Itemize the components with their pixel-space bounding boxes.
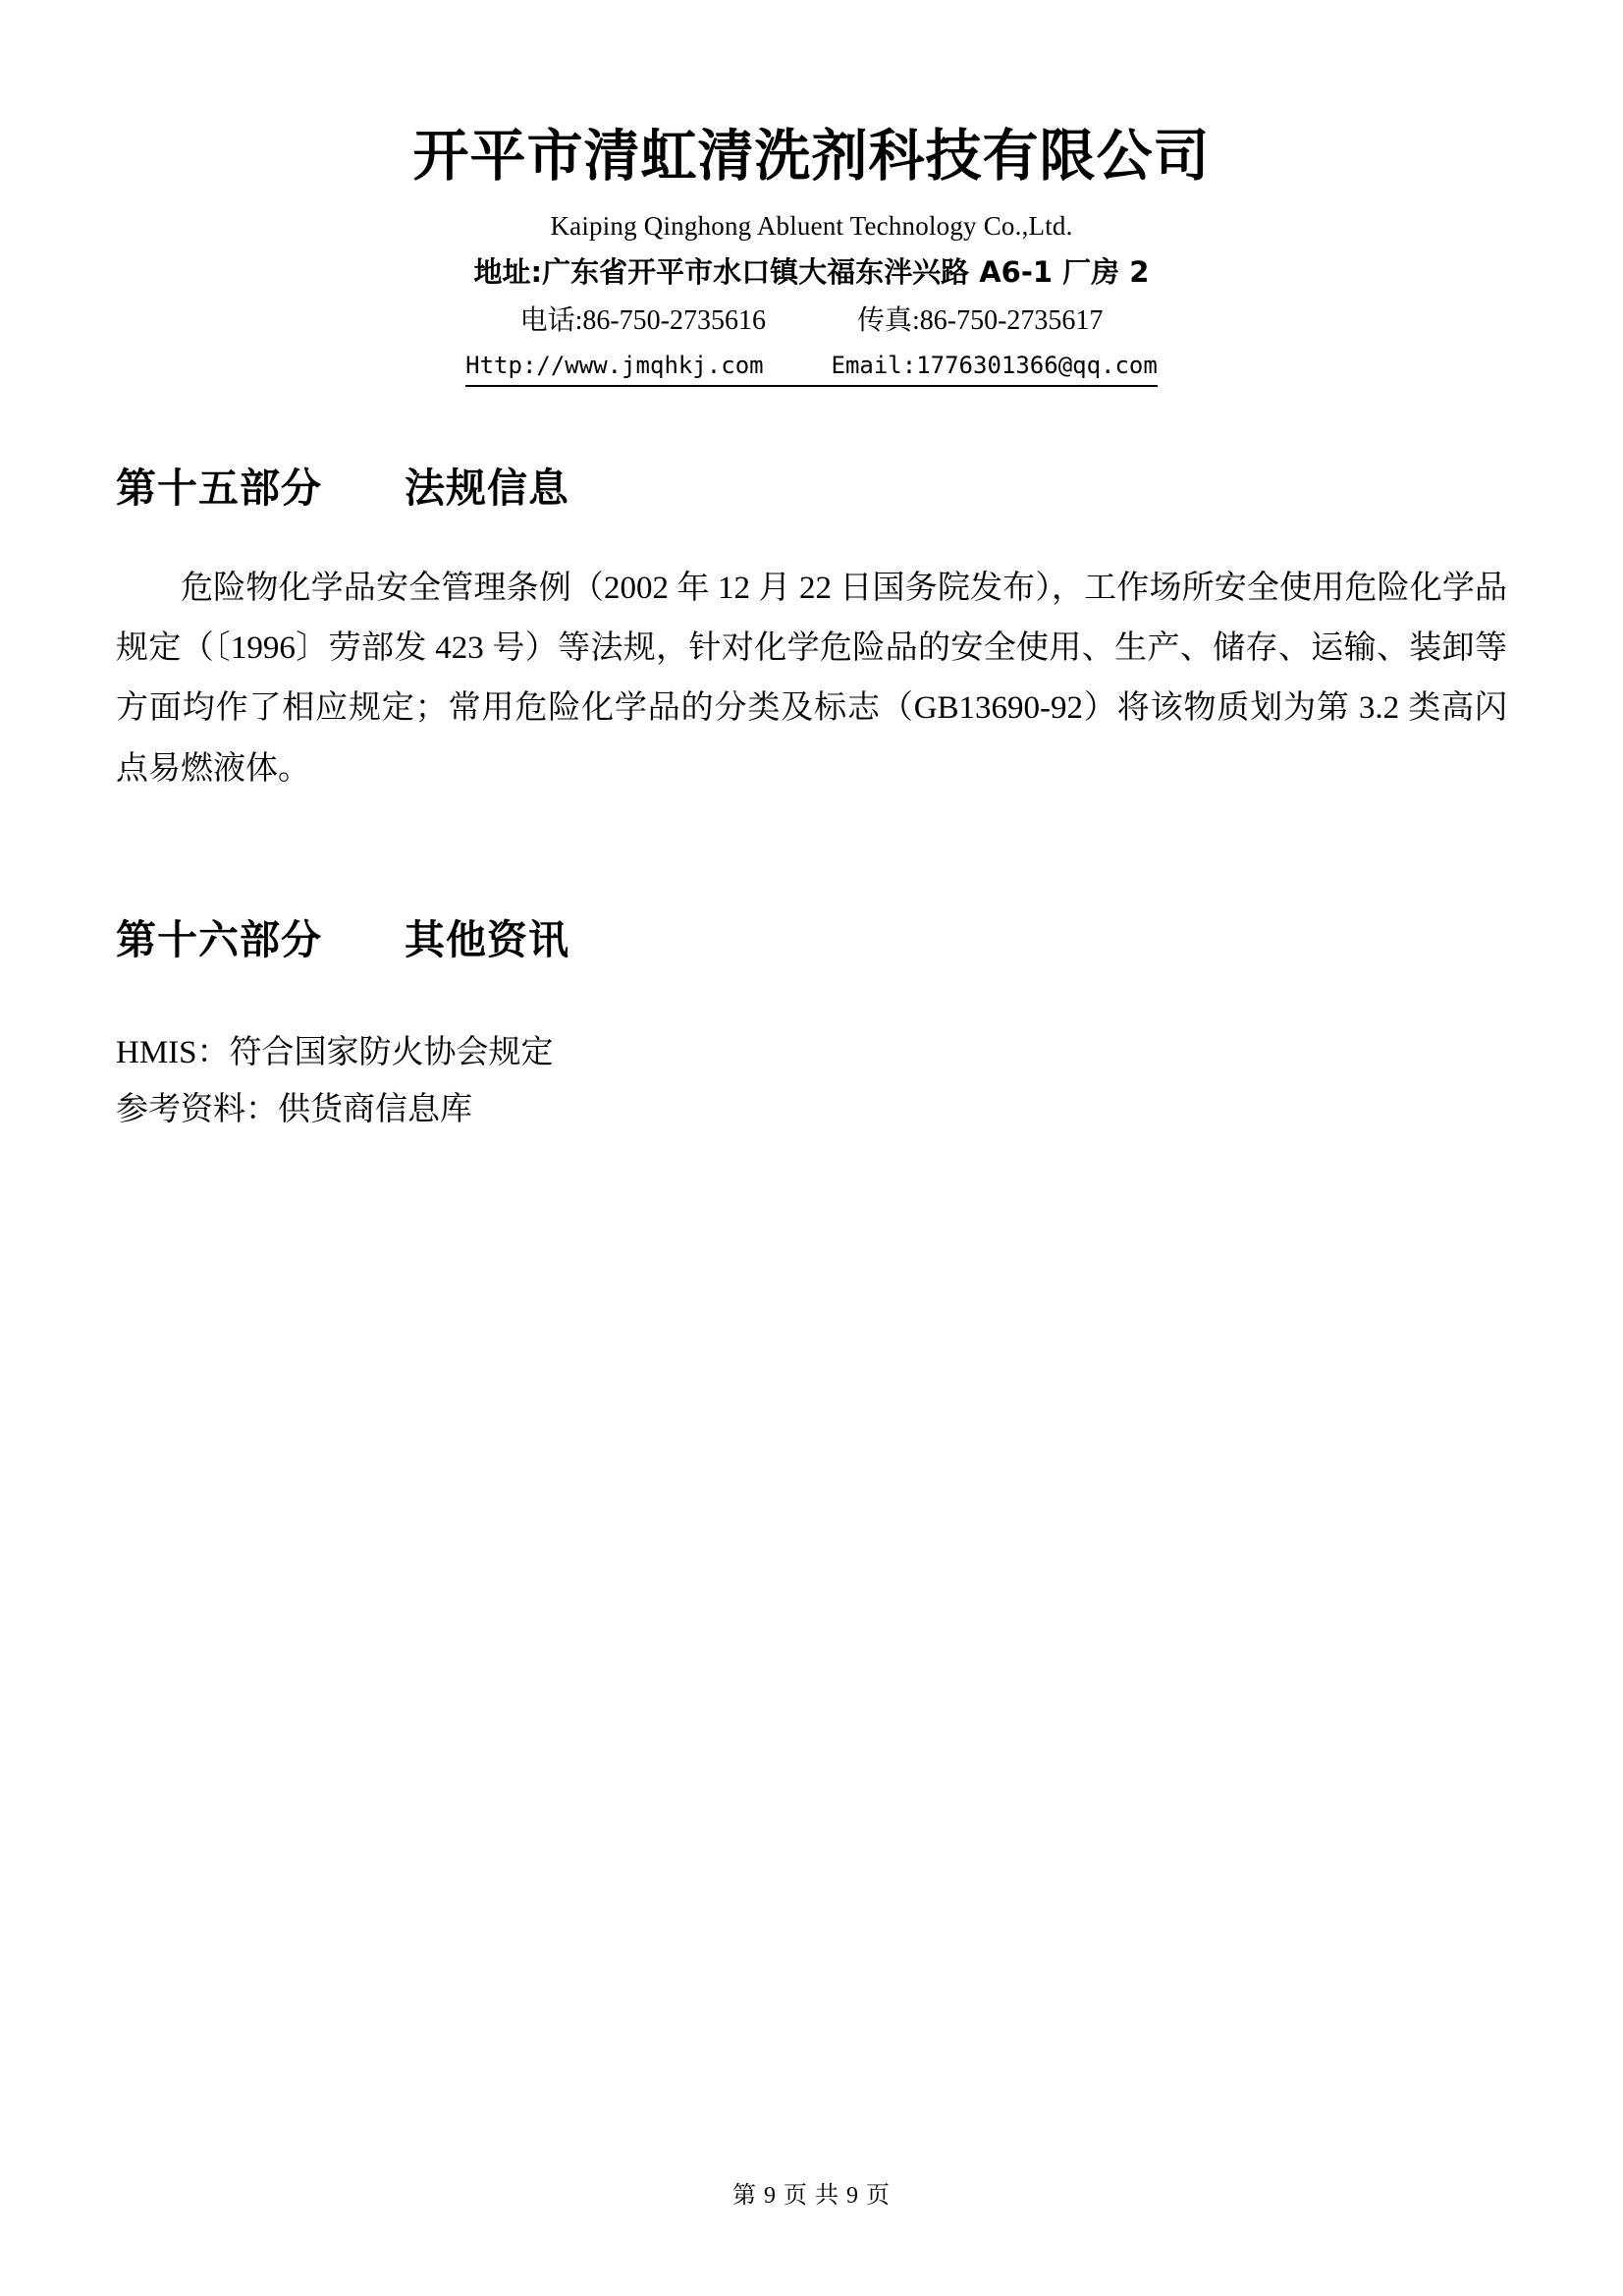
section-15-number: 第十五部分 bbox=[116, 465, 322, 513]
page-footer: 第 9 页 共 9 页 bbox=[732, 2183, 891, 2209]
section-16-line-hmis: HMIS：符合国家防火协会规定 bbox=[116, 1034, 554, 1070]
company-weblinks bbox=[465, 348, 1158, 387]
company-name-en: Kaiping Qinghong Abluent Technology Co.,Ltd. bbox=[550, 210, 1073, 241]
section-15-paragraph: 危险物化学品安全管理条例（2002 年 12 月 22 日国务院发布），工作场所安全使用危险化学品规定（〔1996〕劳部发 423 号）等法规，针对化学危险品的安全使用、生产、储存、运输、装卸等方面均作了相应规定；常用危险化学品的分类及标志（GB13690-92）将该物质划为第 3.2 类高闪点易燃液体。 bbox=[116, 571, 1507, 787]
company-weblinks-wrapper bbox=[0, 342, 1623, 387]
section-heading-15 bbox=[116, 456, 1507, 514]
company-name-cn: 开平市清虹清洗剂科技有限公司 bbox=[412, 124, 1211, 189]
letterhead bbox=[0, 0, 1623, 387]
company-email-link[interactable]: Email:1776301366@qq.com bbox=[831, 352, 1158, 380]
section-15-title: 法规信息 bbox=[405, 465, 569, 513]
company-fax: 传真:86-750-2735617 bbox=[857, 305, 1104, 337]
company-address: 地址:广东省开平市水口镇大福东泮兴路 A6-1 厂房 2 bbox=[473, 255, 1150, 290]
section-heading-16 bbox=[116, 907, 1507, 965]
company-website-link[interactable]: Http://www.jmqhkj.com bbox=[465, 352, 764, 380]
section-16-title: 其他资讯 bbox=[405, 915, 569, 963]
document-body bbox=[0, 456, 1623, 1139]
company-telephone: 电话:86-750-2735616 bbox=[519, 305, 766, 337]
company-contact bbox=[0, 301, 1623, 342]
section-16-line-reference: 参考资料：供货商信息库 bbox=[116, 1092, 472, 1128]
section-16-number: 第十六部分 bbox=[116, 915, 322, 963]
